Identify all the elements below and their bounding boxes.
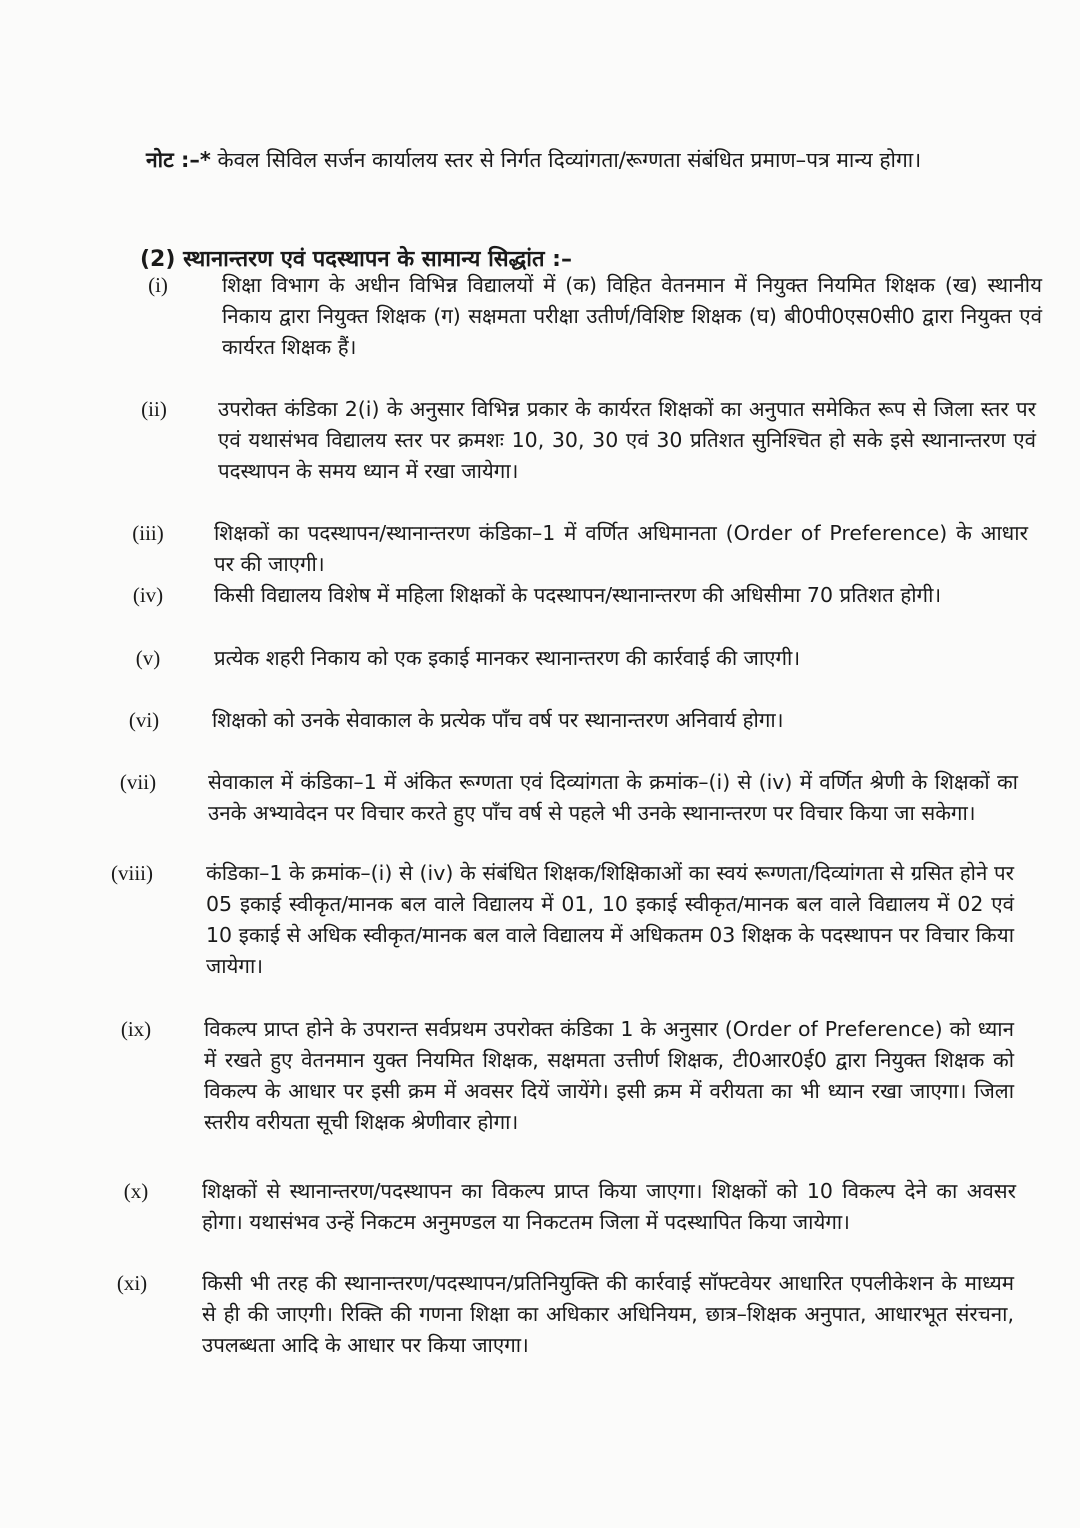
clause-text: सेवाकाल में कंडिका–1 में अंकित रूग्णता एवं दिव्यांगता के क्रमांक–(i) से (iv) में वर्णित श्रेणी के शिक्षकों का उनके अभ्यावेदन पर विचार करते हुए पाँच वर्ष से पहले भी उनके स्थानान्तरण पर विचार किया जा सकेगा। [208,770,1018,825]
clause-text: कंडिका–1 के क्रमांक–(i) से (iv) के संबंधित शिक्षक/शिक्षिकाओं का स्वयं रूग्णता/दिव्यांगता से ग्रसित होने पर 05 इकाई स्वीकृत/मानक बल वाले विद्यालय में 01, 10 इकाई स्वीकृत/मानक बल वाले विद्यालय में 02 एवं 10 इकाई से अधिक स्वीकृत/मानक बल वाले विद्यालय में अधिकतम 03 शिक्षक के पदस्थापन पर विचार किया जायेगा। [206,861,1014,978]
clause-text: शिक्षकों से स्थानान्तरण/पदस्थापन का विकल्प प्राप्त किया जाएगा। शिक्षकों को 10 विकल्प देने का अवसर होगा। यथासंभव उन्हें निकटम अनुमण्डल या निकटतम जिला में पदस्थापित किया जायेगा। [202,1179,1016,1234]
clause-text: किसी विद्यालय विशेष में महिला शिक्षकों के पदस्थापन/स्थानान्तरण की अधिसीमा 70 प्रतिशत होगी। [214,583,942,607]
clause-number: (vi) [128,708,160,732]
clause-number: (xi) [116,1271,148,1295]
clause-number: (ix) [120,1017,152,1041]
section-heading: (2) स्थानान्तरण एवं पदस्थापन के सामान्य सिद्धांत :– [140,247,572,272]
clause-number: (ii) [141,397,167,421]
clause-text: शिक्षको को उनके सेवाकाल के प्रत्येक पाँच वर्ष पर स्थानान्तरण अनिवार्य होगा। [212,708,784,732]
clause-number: (i) [148,273,168,297]
clause-number: (vii) [119,770,157,794]
clause-text: प्रत्येक शहरी निकाय को एक इकाई मानकर स्थानान्तरण की कार्रवाई की जाएगी। [214,646,801,670]
clause-text: शिक्षकों का पदस्थापन/स्थानान्तरण कंडिका–1 में वर्णित अधिमानता (Order of Preference) के आधार पर की जाएगी। [214,521,1028,576]
clause-text: शिक्षा विभाग के अधीन विभिन्न विद्यालयों में (क) विहित वेतनमान में नियुक्त नियमित शिक्षक (ख) स्थानीय निकाय द्वारा नियुक्त शिक्षक (ग) सक्षमता परीक्षा उतीर्ण/विशिष्ट शिक्षक (घ) बी0पी0एस0सी0 द्वारा नियुक्त एवं कार्यरत शिक्षक हैं। [222,273,1042,359]
note-label: नोट :–* [146,148,211,172]
clause-number: (viii) [111,861,153,885]
clause-number: (iv) [132,583,164,607]
note-paragraph [146,142,936,178]
clause-text: विकल्प प्राप्त होने के उपरान्त सर्वप्रथम उपरोक्त कंडिका 1 के अनुसार (Order of Preference) को ध्यान में रखते हुए वेतनमान युक्त नियमित शिक्षक, सक्षमता उत्तीर्ण शिक्षक, टी0आर0ई0 द्वारा नियुक्त शिक्षक को विकल्प के आधार पर इसी क्रम में अवसर दियें जायेंगे। इसी क्रम में वरीयता का भी ध्यान रखा जाएगा। जिला स्तरीय वरीयता सूची शिक्षक श्रेणीवार होगा। [204,1017,1014,1134]
clause-number: (x) [123,1179,149,1203]
clause-text: उपरोक्त कंडिका 2(i) के अनुसार विभिन्न प्रकार के कार्यरत शिक्षकों का अनुपात समेकित रूप से जिला स्तर पर एवं यथासंभव विद्यालय स्तर पर क्रमशः 10, 30, 30 एवं 30 प्रतिशत सुनिश्चित हो सके इसे स्थानान्तरण एवं पदस्थापन के समय ध्यान में रखा जायेगा। [218,397,1036,483]
note-text: केवल सिविल सर्जन कार्यालय स्तर से निर्गत दिव्यांगता/रूग्णता संबंधित प्रमाण–पत्र मान्य होगा। [210,148,922,172]
clause-number: (v) [135,646,161,670]
clause-number: (iii) [132,521,164,545]
clause-text: किसी भी तरह की स्थानान्तरण/पदस्थापन/प्रतिनियुक्ति की कार्रवाई सॉफ्टवेयर आधारित एपलीकेशन के माध्यम से ही की जाएगी। रिक्ति की गणना शिक्षा का अधिकार अधिनियम, छात्र–शिक्षक अनुपात, आधारभूत संरचना, उपलब्धता आदि के आधार पर किया जाएगा। [202,1271,1014,1357]
